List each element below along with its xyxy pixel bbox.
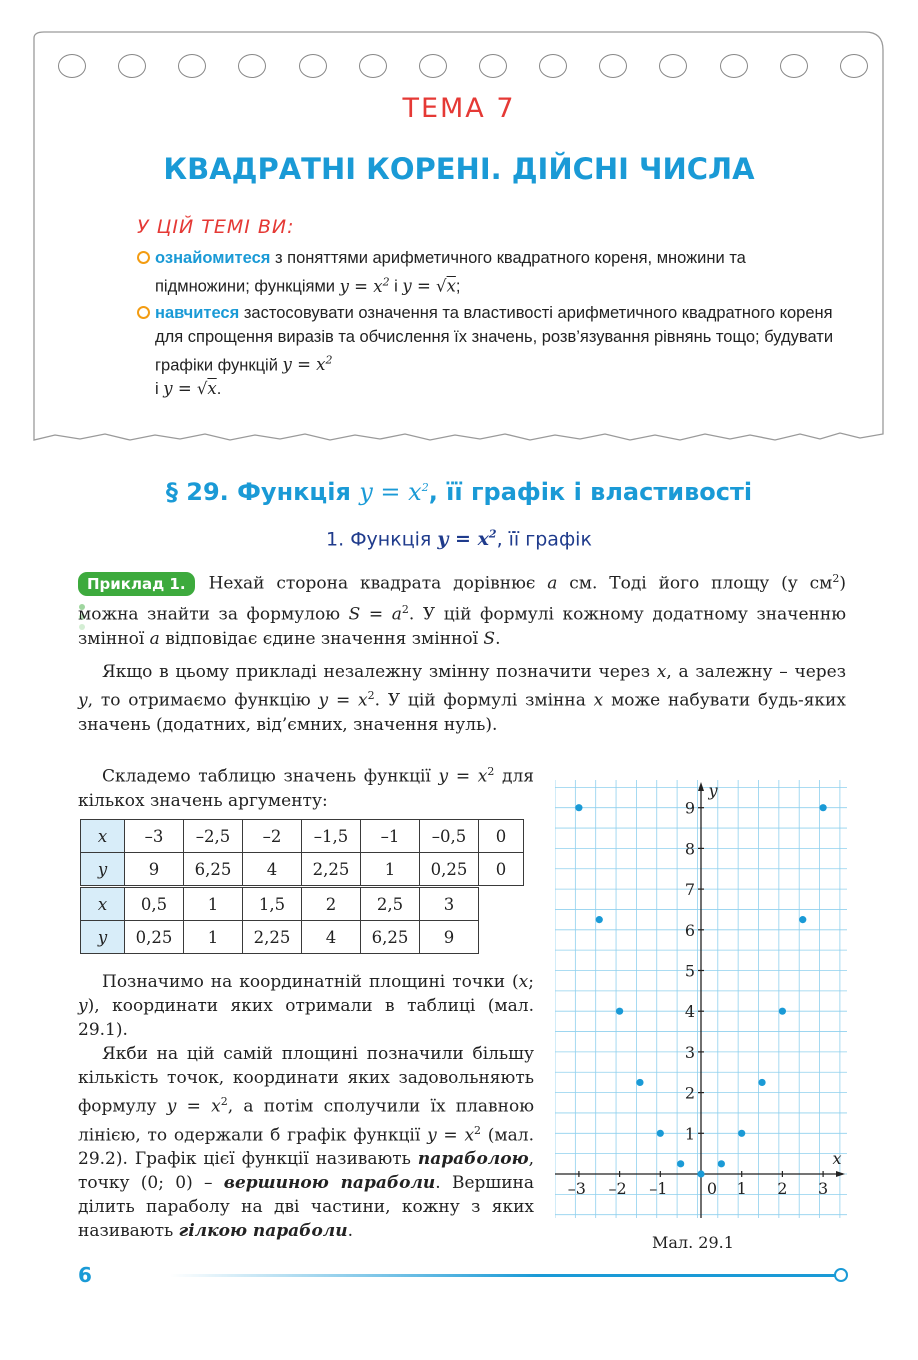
example-text: . У цій формулі кожному додатному значенню змінної [78, 604, 846, 650]
y-tick-label: 8 [684, 839, 695, 859]
x-tick-label: 0 [706, 1179, 718, 1198]
table-cell: 1 [361, 853, 420, 886]
data-point [718, 1160, 725, 1167]
y-axis-label: y [708, 781, 718, 800]
table-cell: 6,25 [184, 853, 243, 886]
chart-tick-labels [568, 781, 842, 1198]
binder-hole [299, 54, 327, 78]
y-tick-label: 5 [684, 961, 695, 981]
theme-goals [137, 246, 837, 403]
table-cell: 1 [184, 921, 243, 954]
formula-y-sqrtx: y = √x [163, 379, 217, 398]
subsection-title-text: 1. Функція [326, 528, 432, 551]
parabola-points-chart [555, 780, 847, 1218]
x-tick-label: –1 [649, 1179, 668, 1198]
x-axis-label: x [832, 1149, 842, 1168]
x-tick-label: –2 [608, 1179, 627, 1198]
x-tick-label: 2 [777, 1179, 788, 1198]
data-point [758, 1079, 765, 1086]
x-tick-label: –3 [567, 1179, 586, 1198]
binder-hole [359, 54, 387, 78]
binder-holes [58, 54, 868, 80]
table-cell: –2,5 [184, 820, 243, 853]
paragraph-plot-points: Позначимо на координатній площині точки (x; y), координати яких отримали в таблиці (мал. 29.1). [78, 972, 534, 1040]
data-point [799, 916, 806, 923]
table-cell: –0,5 [420, 820, 479, 853]
table-cell: 2,25 [302, 853, 361, 886]
table-cell: 2 [302, 888, 361, 921]
data-point [657, 1130, 664, 1137]
formula-y-x2: $y = x^2$ [339, 275, 390, 296]
table-cell: –1,5 [302, 820, 361, 853]
goal-text: з поняттями арифметичного квадратного кореня, множини та підмножини; функціями [155, 249, 746, 296]
y-axis-arrow [698, 782, 704, 791]
theme-label: ТЕМА 7 [402, 93, 516, 124]
goal-keyword: навчитеся [155, 303, 240, 322]
chart-axes [555, 782, 845, 1218]
table-cell: 0,25 [420, 853, 479, 886]
table-cell: 2,25 [243, 921, 302, 954]
binder-hole [659, 54, 687, 78]
example-text: см. Тоді його площу (у см [569, 573, 833, 594]
table-cell: 0 [479, 853, 524, 886]
values-table-part2 [80, 887, 479, 954]
data-point [575, 804, 582, 811]
page-number: 6 [78, 1263, 92, 1287]
table-row [81, 853, 524, 886]
binder-hole [599, 54, 627, 78]
theme-title: КВАДРАТНІ КОРЕНІ. ДІЙСНІ ЧИСЛА [163, 152, 755, 186]
binder-hole [720, 54, 748, 78]
bullet-circle-icon [137, 306, 150, 319]
data-point [636, 1079, 643, 1086]
table-cell: 9 [420, 921, 479, 954]
table-header-cell: y [81, 921, 125, 954]
data-point [738, 1130, 745, 1137]
table-cell: 1 [184, 888, 243, 921]
table-row [81, 820, 524, 853]
table-cell: 0,5 [125, 888, 184, 921]
goal-keyword: ознайомитеся [155, 249, 271, 267]
formula-y-sqrtx: y = √x [402, 276, 456, 296]
table-cell: 4 [243, 853, 302, 886]
table-cell: 0 [479, 820, 524, 853]
x-tick-label: 1 [736, 1179, 747, 1198]
table-cell: 1,5 [243, 888, 302, 921]
example-text: Нехай сторона квадрата дорівнює [208, 573, 536, 594]
data-point [596, 916, 603, 923]
subsection-title-text: , її графік [496, 528, 592, 551]
table-cell: –2 [243, 820, 302, 853]
example-text: відповідає єдине значення змінної [165, 629, 479, 650]
formula-y-x2: $y = x^2$ [359, 478, 429, 506]
table-cell: –1 [361, 820, 420, 853]
binder-hole [58, 54, 86, 78]
table-header-cell: x [81, 820, 125, 853]
binder-hole [118, 54, 146, 78]
binder-hole [539, 54, 567, 78]
example-badge: Приклад 1. [78, 572, 195, 596]
footer-line [170, 1274, 838, 1277]
y-tick-label: 1 [684, 1124, 695, 1144]
subsection-title [0, 528, 918, 550]
table-cell: 2,5 [361, 888, 420, 921]
data-point [677, 1160, 684, 1167]
y-tick-label: 7 [684, 880, 695, 900]
section-title-text: § 29. Функція [165, 478, 351, 506]
data-point [697, 1170, 704, 1177]
binder-hole [238, 54, 266, 78]
y-tick-label: 3 [684, 1042, 695, 1062]
section-title-text: , її графік і властивості [428, 478, 753, 506]
term-vertex: вершиною параболи [223, 1173, 436, 1194]
binder-hole [780, 54, 808, 78]
binder-hole [419, 54, 447, 78]
y-tick-label: 9 [684, 798, 695, 818]
table-row [81, 921, 479, 954]
data-point [820, 804, 827, 811]
term-parabola: параболою [417, 1149, 529, 1170]
goal-item: навчитеся застосовувати означення та властивості арифметичного квадратного кореня для спрощення виразів та обчислення їх значень, розв’язування рівнянь тощо; будувати графіки функцій $y = x^2$ і y = √x. [137, 301, 837, 402]
table-row [81, 888, 479, 921]
y-tick-label: 6 [684, 920, 695, 940]
table-cell: 6,25 [361, 921, 420, 954]
table-cell: 0,25 [125, 921, 184, 954]
formula-y-x2: $y = x^2$ [282, 353, 333, 374]
y-tick-label: 4 [684, 1002, 695, 1022]
table-cell: 9 [125, 853, 184, 886]
table-cell: 4 [302, 921, 361, 954]
x-axis-arrow [836, 1171, 845, 1177]
goal-item: ознайомитеся з поняттями арифметичного квадратного кореня, множини та підмножини; функціями $y = x^2$ і y = √x; [137, 246, 837, 299]
binder-hole [178, 54, 206, 78]
bullet-circle-icon [137, 251, 150, 264]
data-point [616, 1008, 623, 1015]
example-text: ) можна знайти за формулою [78, 573, 847, 625]
paragraph-table-intro: Складемо таблицю значень функції $y = x^2$ для кількох значень аргументу: [78, 765, 534, 811]
footer-circle-icon [834, 1268, 848, 1282]
goal-text: застосовувати означення та властивості арифметичного квадратного кореня для спрощення виразів та обчислення їх значень, розв’язування рівнянь тощо; будувати графіки функцій [155, 303, 834, 374]
formula-y-x2: $y = x^2$ [437, 528, 497, 551]
y-tick-label: 2 [684, 1083, 695, 1103]
figure-caption: Мал. 29.1 [652, 1233, 734, 1252]
example-block: Приклад 1. Нехай сторона квадрата дорівнює a см. Тоді його площу (у $см^2$) можна знайти за формулою $S = a^2$. У цій формулі кожному додатному значенню змінної a відповідає єдине значення змінної S. [78, 572, 847, 650]
values-table-part1 [80, 819, 524, 886]
binder-hole [840, 54, 868, 78]
table-header-cell: x [81, 888, 125, 921]
term-branch: гілкою параболи [178, 1221, 348, 1242]
table-cell: 3 [420, 888, 479, 921]
you-heading: У ЦІЙ ТЕМІ ВИ: [137, 216, 295, 238]
paragraph-function-definition: Якщо в цьому прикладі незалежну змінну позначити через x, а залежну – через y, то отримаємо функцію $y = x^2$. У цій формулі змінна x може набувати будь-яких значень (додатних, від’ємних, значення нуль). [78, 662, 847, 735]
x-tick-label: 3 [818, 1179, 829, 1198]
binder-hole [479, 54, 507, 78]
section-title [0, 478, 918, 506]
data-point [779, 1008, 786, 1015]
table-header-cell: y [81, 853, 125, 886]
paragraph-parabola: Якби на цій самій площині позначили більшу кількість точок, координати яких задовольняють формулу $y = x^2$, а потім сполучили їх плавною лінією, то одержали б графік функції $y = x^2$ (мал. 29.2). Графік цієї функції називають параболою, точку (0; 0) – вершиною параболи. Вершина ділить параболу на дві частини, кожну з яких називають гілкою параболи. [78, 1044, 535, 1242]
table-cell: –3 [125, 820, 184, 853]
